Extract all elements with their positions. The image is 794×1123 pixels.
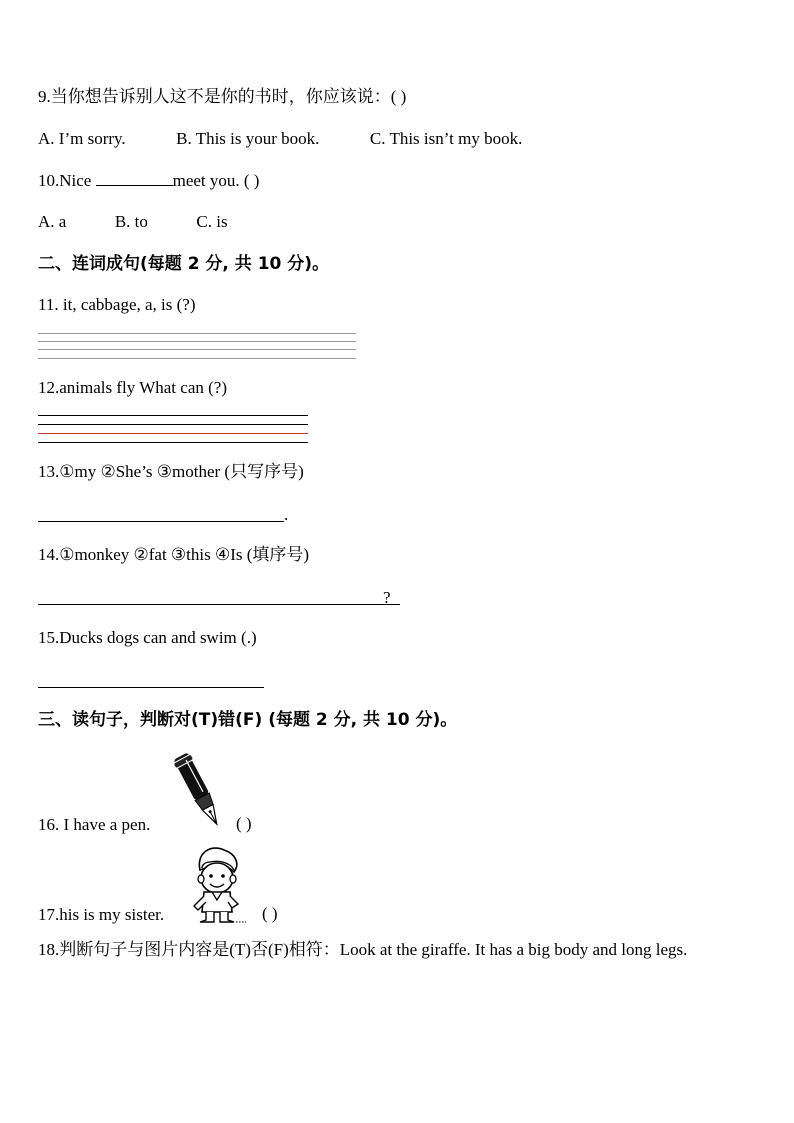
- question-17-text: 17.his is my sister.: [38, 905, 165, 924]
- answer-line[interactable]: [38, 521, 284, 522]
- question-10-stem: [38, 169, 259, 192]
- end-mark: ?: [383, 588, 391, 607]
- question-11-text: 11. it, cabbage, a, is (?): [38, 295, 196, 314]
- fountain-pen-icon: [166, 750, 230, 832]
- option-b: B. to: [114, 212, 148, 231]
- answer-bracket[interactable]: ( ): [236, 814, 252, 833]
- fill-blank[interactable]: [96, 169, 173, 186]
- end-mark: .: [284, 505, 289, 524]
- option-b: B. This is your book.: [176, 129, 320, 148]
- answer-bracket[interactable]: ( ): [262, 904, 278, 923]
- option-a: A. a: [38, 212, 67, 231]
- option-a: A. I’m sorry.: [38, 129, 126, 148]
- question-18-text: 18.判断句子与图片内容是(T)否(F)相符：Look at the giraffe. It has a big body and long legs.: [38, 940, 688, 959]
- question-13-text: 13.①my ②She’s ③mother (只写序号): [38, 462, 304, 481]
- question-12-text: 12.animals fly What can (?): [38, 378, 227, 397]
- section-3-heading: 三、读句子，判断对(T)错(F) (每题 2 分, 共 10 分)。: [38, 710, 458, 730]
- answer-line[interactable]: [38, 687, 264, 688]
- option-c: C. This isn’t my book.: [369, 129, 523, 148]
- writing-lines[interactable]: [38, 333, 356, 361]
- question-9-stem: 9.当你想告诉别人这不是你的书时，你应该说：( ): [38, 87, 407, 106]
- option-c: C. is: [196, 212, 228, 231]
- boy-cartoon-icon: [188, 846, 248, 924]
- question-16-text: 16. I have a pen.: [38, 815, 151, 834]
- question-10-options: [38, 211, 228, 233]
- question-15-text: 15.Ducks dogs can and swim (.): [38, 628, 257, 647]
- section-2-heading: 二、连词成句(每题 2 分, 共 10 分)。: [38, 254, 330, 274]
- answer-line[interactable]: [38, 604, 400, 605]
- question-10-prefix: 10.Nice: [38, 171, 96, 190]
- question-14-text: 14.①monkey ②fat ③this ④Is (填序号): [38, 545, 310, 564]
- question-9-options: [38, 128, 522, 150]
- writing-lines[interactable]: [38, 415, 308, 445]
- question-10-suffix: meet you. ( ): [172, 171, 260, 190]
